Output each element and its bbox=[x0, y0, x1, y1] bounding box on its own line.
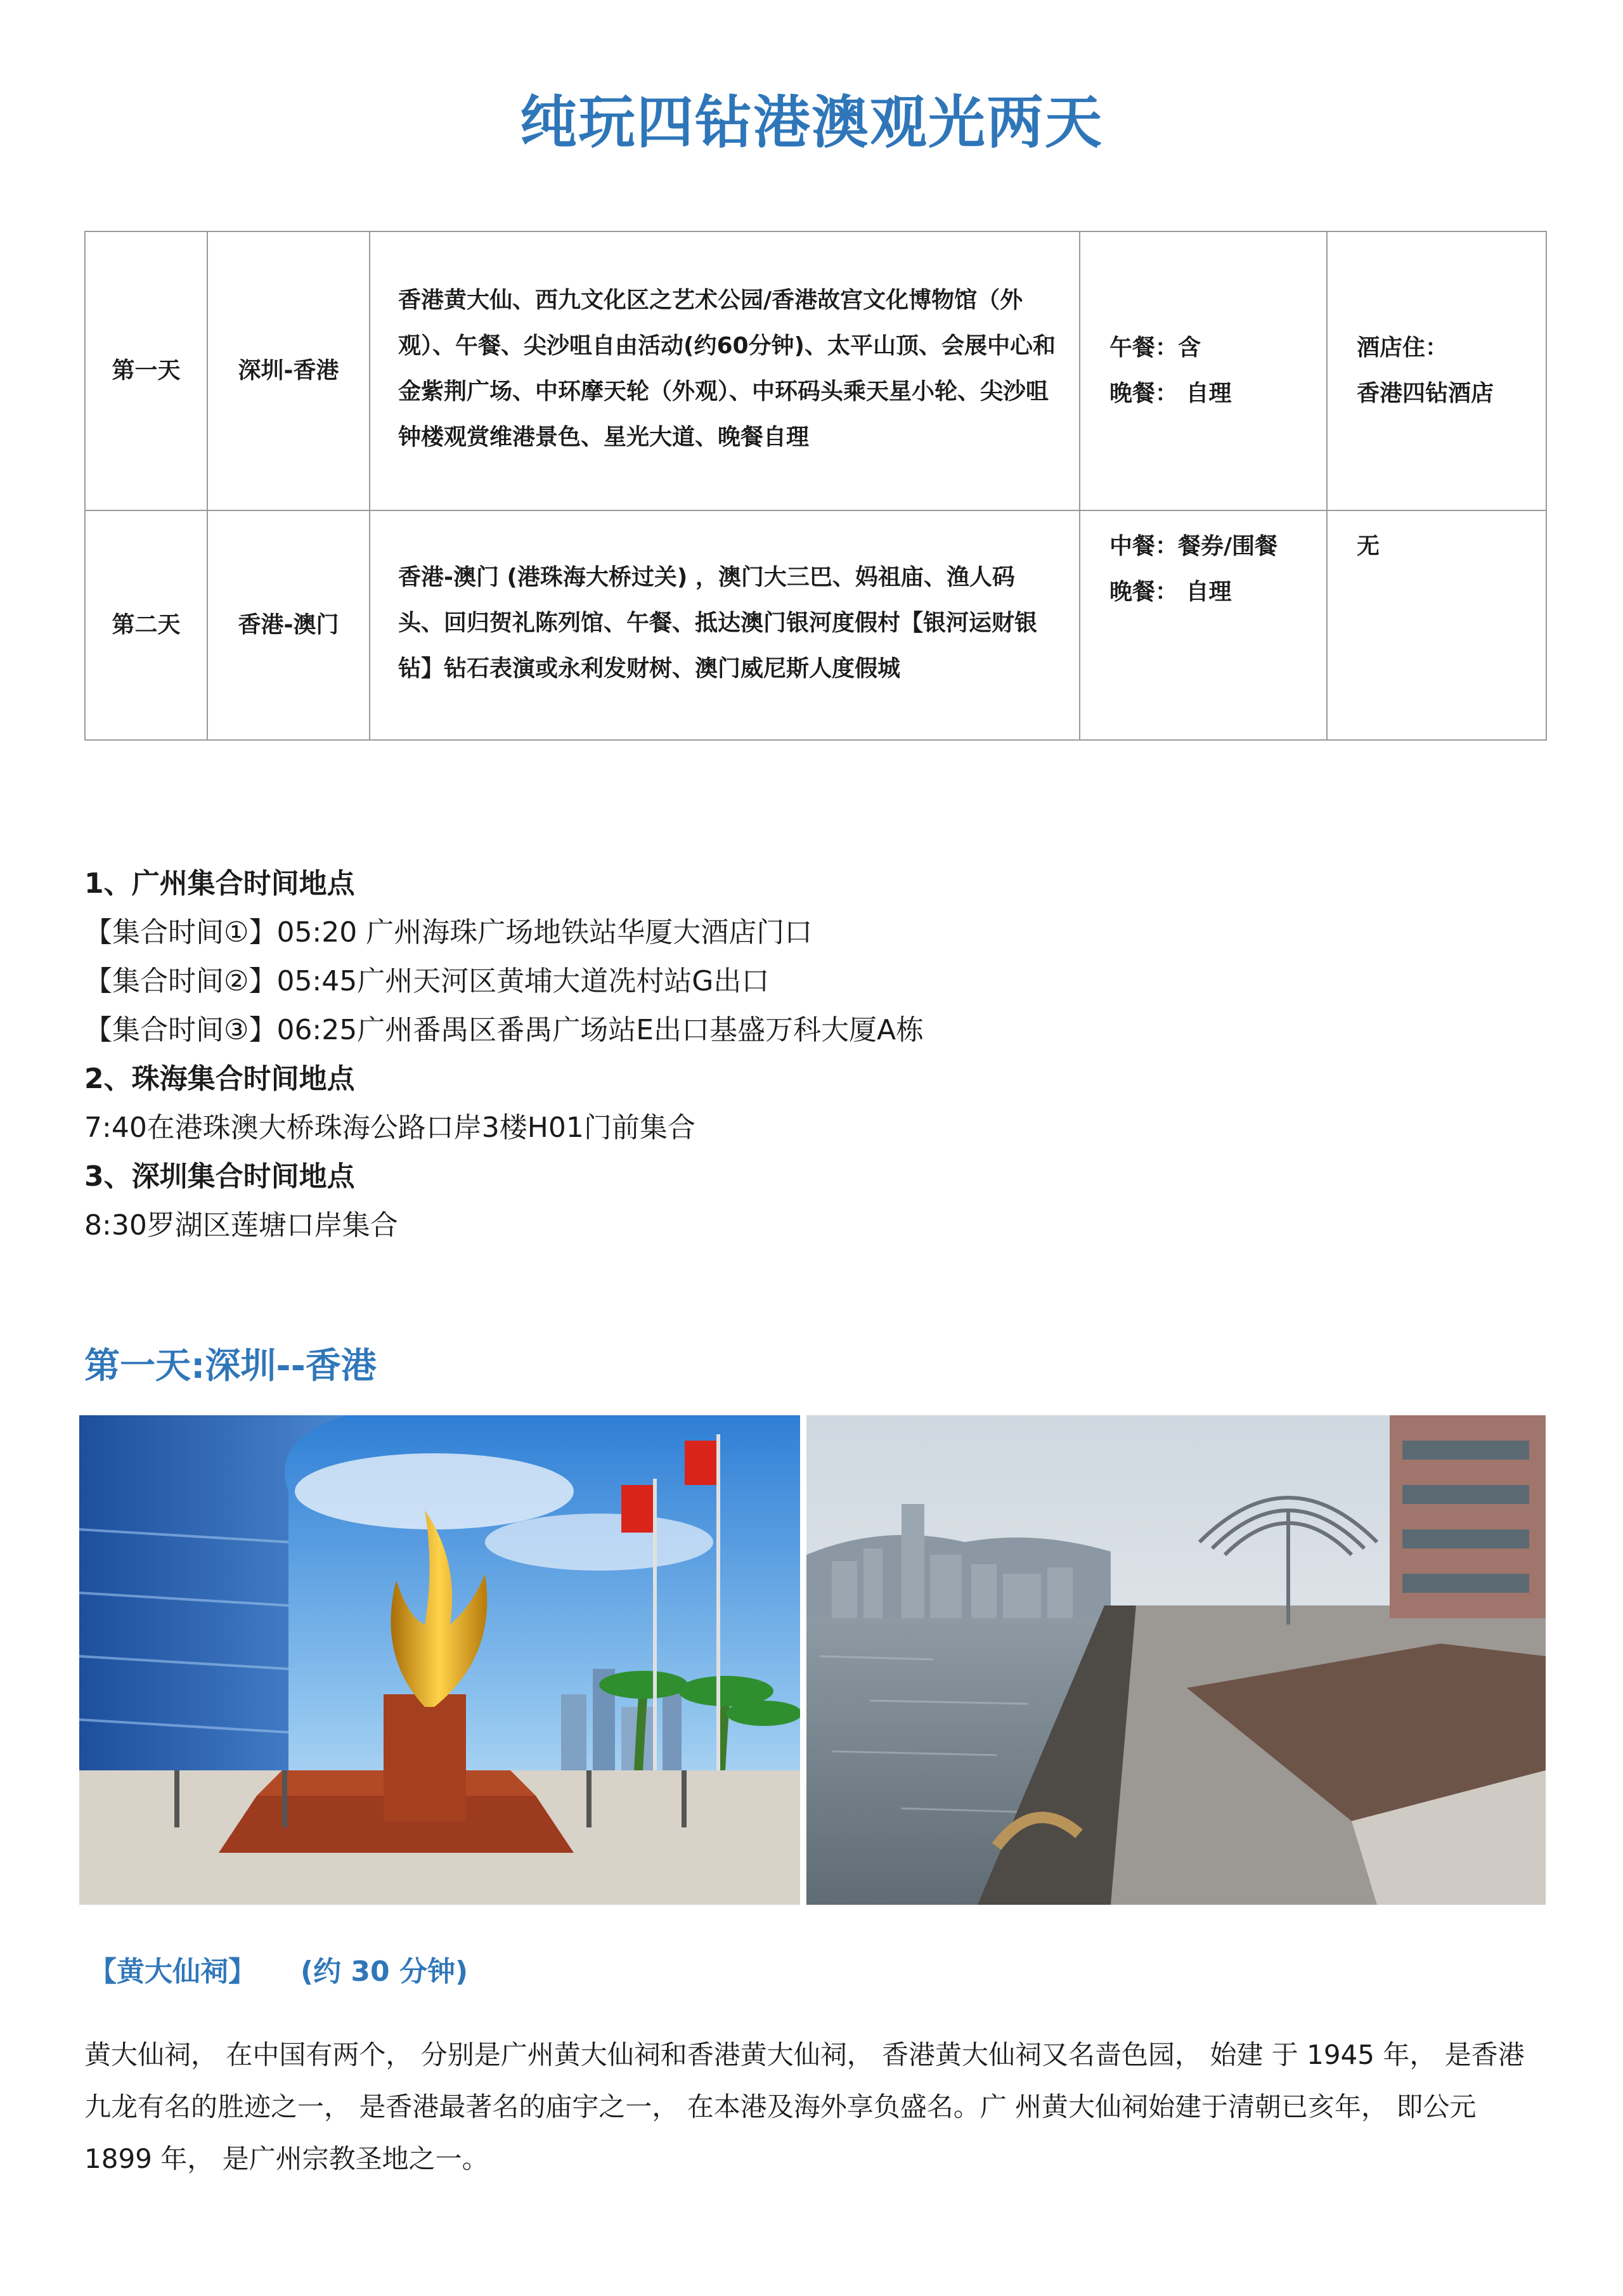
meeting-line: 【集合时间①】05:20 广州海珠广场地铁站华厦大酒店门口 bbox=[84, 916, 813, 949]
meeting-line: 【集合时间②】05:45广州天河区黄埔大道冼村站G出口 bbox=[84, 965, 770, 997]
hotel-name: 香港四钻酒店 bbox=[1357, 380, 1494, 406]
lunch-text: 中餐：餐券/围餐 bbox=[1109, 533, 1278, 559]
sights-cell: 香港黄大仙、西九文化区之艺术公园/香港故宫文化博物馆（外观）、午餐、尖沙咀自由活动(约60分钟)、太平山顶、会展中心和金紫荆广场、中环摩天轮（外观）、中环码头乘天星小轮、尖沙咀钟楼观赏维港景色、星光大道、晚餐自理 bbox=[370, 231, 1080, 510]
attraction-name: 【黄大仙祠】 bbox=[89, 1955, 256, 1988]
hotel-cell bbox=[1327, 510, 1546, 740]
meeting-info bbox=[84, 859, 1542, 1250]
attraction-heading bbox=[89, 1947, 468, 1997]
route-cell: 香港-澳门 bbox=[207, 510, 370, 740]
attraction-duration: (约 30 分钟) bbox=[301, 1955, 469, 1988]
hotel-label: 酒店住： bbox=[1357, 335, 1449, 361]
sights-cell: 香港-澳门 (港珠海大桥过关) ，澳门大三巴、妈祖庙、渔人码头、回归贺礼陈列馆、午餐、抵达澳门银河度假村【银河运财银钻】钻石表演或永利发财树、澳门威尼斯人度假城 bbox=[370, 510, 1080, 740]
lunch-text: 午餐：含 bbox=[1109, 335, 1201, 361]
table-row bbox=[85, 510, 1546, 740]
guangzhou-heading: 1、广州集合时间地点 bbox=[84, 867, 355, 900]
golden-bauhinia-photo bbox=[79, 1415, 800, 1905]
meeting-line: 7:40在港珠澳大桥珠海公路口岸3楼H01门前集合 bbox=[84, 1112, 695, 1144]
day-cell: 第二天 bbox=[85, 510, 207, 740]
day-cell: 第一天 bbox=[85, 231, 207, 510]
meeting-line: 【集合时间③】06:25广州番禺区番禺广场站E出口基盛万科大厦A栋 bbox=[84, 1014, 924, 1046]
dinner-text: 晚餐： 自理 bbox=[1109, 380, 1232, 406]
page-title: 纯玩四钻港澳观光两天 bbox=[520, 89, 1103, 156]
hotel-cell bbox=[1327, 231, 1546, 510]
meals-cell bbox=[1080, 510, 1327, 740]
day1-heading: 第一天:深圳--香港 bbox=[84, 1346, 377, 1387]
zhuhai-heading: 2、珠海集合时间地点 bbox=[84, 1063, 355, 1095]
dinner-text: 晚餐： 自理 bbox=[1109, 579, 1232, 605]
meals-cell bbox=[1080, 231, 1327, 510]
table-row bbox=[85, 231, 1546, 510]
itinerary-table bbox=[84, 231, 1547, 741]
route-cell: 深圳-香港 bbox=[207, 231, 370, 510]
harbourfront-photo bbox=[806, 1415, 1546, 1905]
attraction-description: 黄大仙祠， 在中国有两个， 分别是广州黄大仙祠和香港黄大仙祠， 香港黄大仙祠又名啬色园， 始建 于 1945 年， 是香港九龙有名的胜迹之一， 是香港最著名的庙宇之一， 在本港及海外享负盛名。广 州黄大仙祠始建于清朝已亥年， 即公元 1899 年， 是广州宗教圣地之一。 bbox=[84, 2039, 1525, 2174]
hotel-label: 无 bbox=[1357, 533, 1380, 559]
shenzhen-heading: 3、深圳集合时间地点 bbox=[84, 1160, 355, 1193]
meeting-line: 8:30罗湖区莲塘口岸集合 bbox=[84, 1209, 398, 1242]
